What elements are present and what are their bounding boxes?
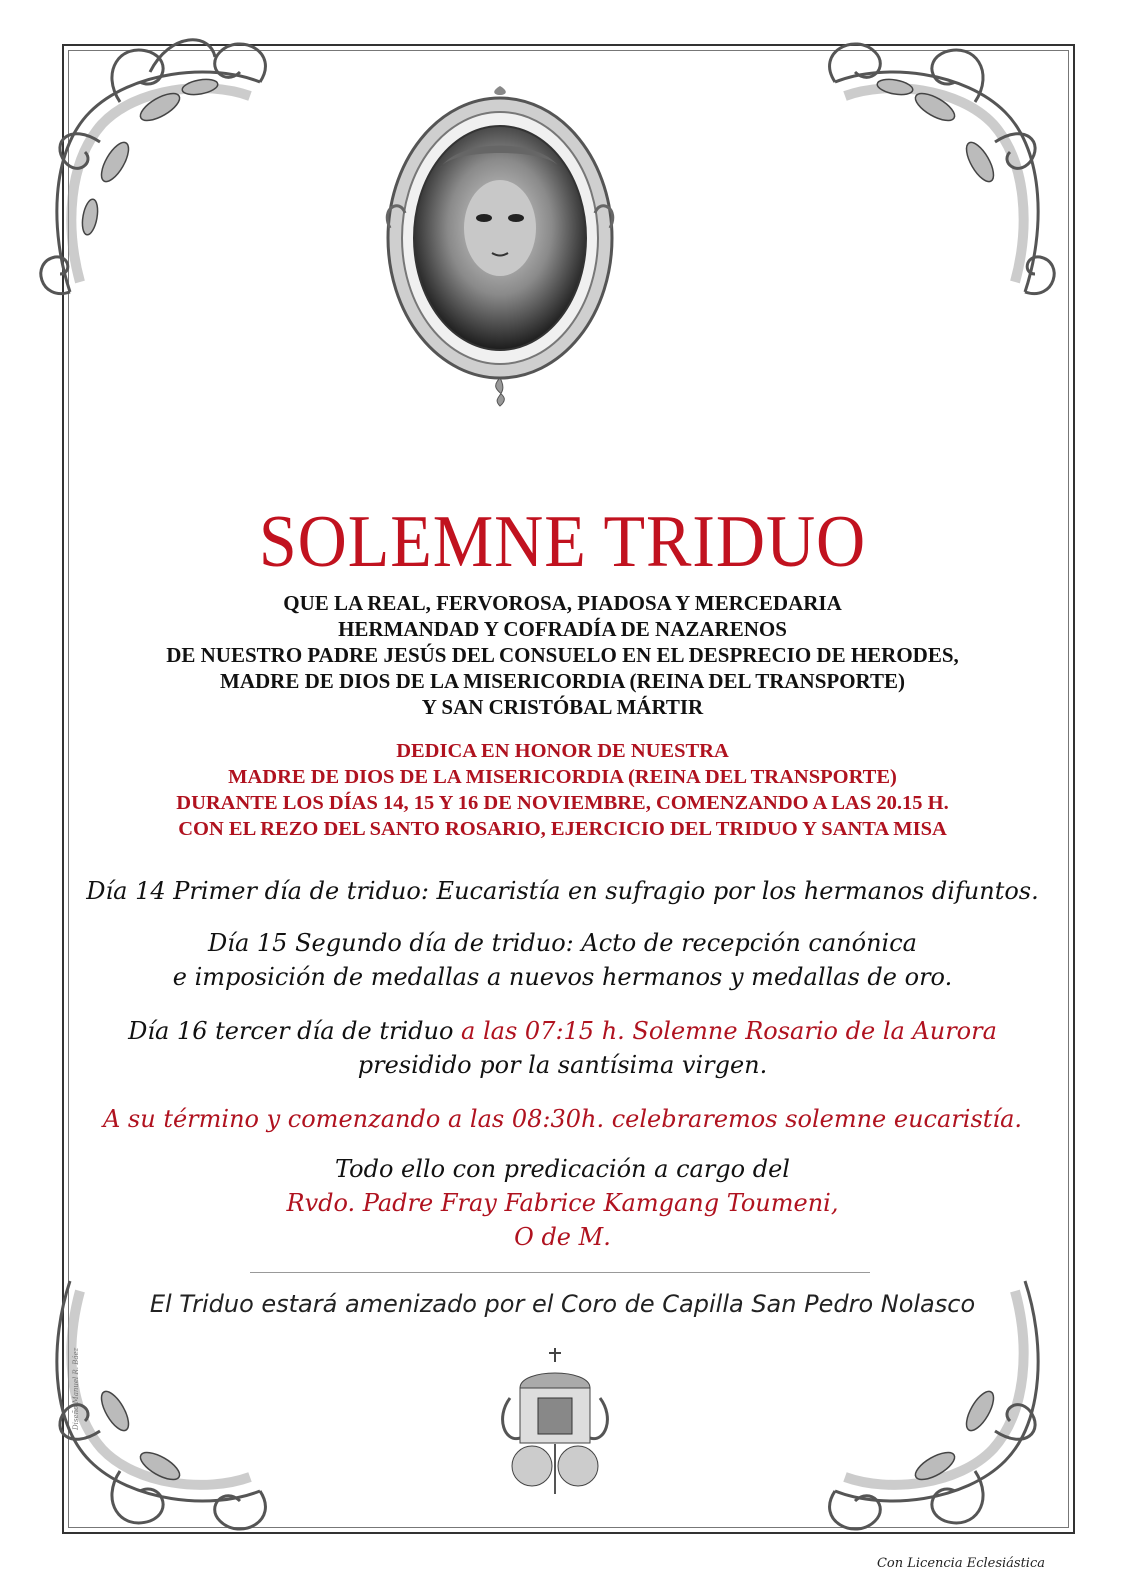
virgin-portrait-medallion-icon (380, 78, 620, 408)
dia-16-label: Día 16 tercer día de triduo (128, 1017, 462, 1045)
hermandad-line: QUE LA REAL, FERVOROSA, PIADOSA Y MERCEDARIA (283, 591, 842, 615)
hermandad-line: DE NUESTRO PADRE JESÚS DEL CONSUELO EN EL DESPRECIO DE HERODES, (166, 643, 959, 667)
dia-15-line: Día 15 Segundo día de triduo: Acto de recepción canónica (208, 929, 917, 957)
divider (250, 1272, 870, 1273)
dedica-line: MADRE DE DIOS DE LA MISERICORDIA (REINA DEL TRANSPORTE) (228, 766, 897, 788)
dedica-line: DEDICA EN HONOR DE NUESTRA (396, 740, 729, 762)
predicacion-text (0, 1152, 1125, 1254)
hermandad-line: MADRE DE DIOS DE LA MISERICORDIA (REINA DEL TRANSPORTE) (220, 669, 905, 693)
page-title: SOLEMNE TRIDUO (258, 501, 867, 583)
termino-text: A su término y comenzando a las 08:30h. celebraremos solemne eucaristía. (102, 1105, 1023, 1133)
predicador-order: O de M. (514, 1223, 611, 1251)
dedica-text (0, 738, 1125, 842)
predicacion-line: Todo ello con predicación a cargo del (335, 1155, 790, 1183)
dia-16-line: presidido por la santísima virgen. (357, 1051, 768, 1079)
dia-14-text: Día 14 Primer día de triduo: Eucaristía en sufragio por los hermanos difuntos. (86, 877, 1039, 905)
brotherhood-crest-icon (490, 1348, 620, 1498)
dia-16-text (0, 1014, 1125, 1082)
predicador-name: Rvdo. Padre Fray Fabrice Kamgang Toumeni, (286, 1189, 839, 1217)
design-credit: Diseño Manuel R. Báez (72, 1347, 80, 1430)
coro-text: El Triduo estará amenizado por el Coro de Capilla San Pedro Nolasco (149, 1290, 976, 1318)
dia-16-rosario: a las 07:15 h. Solemne Rosario de la Aurora (461, 1017, 997, 1045)
licencia-text: Con Licencia Eclesiástica (876, 1556, 1045, 1571)
dia-15-text (0, 926, 1125, 994)
dedica-line: CON EL REZO DEL SANTO ROSARIO, EJERCICIO DEL TRIDUO Y SANTA MISA (178, 818, 947, 840)
hermandad-line: HERMANDAD Y COFRADÍA DE NAZARENOS (338, 617, 787, 641)
dedica-line: DURANTE LOS DÍAS 14, 15 Y 16 DE NOVIEMBRE, COMENZANDO A LAS 20.15 H. (176, 792, 949, 814)
hermandad-line: Y SAN CRISTÓBAL MÁRTIR (421, 695, 704, 719)
baroque-corner-ornament-icon (10, 12, 310, 312)
dia-15-line: e imposición de medallas a nuevos hermanos y medallas de oro. (172, 963, 953, 991)
hermandad-text (0, 590, 1125, 720)
baroque-corner-ornament-icon (785, 12, 1085, 312)
